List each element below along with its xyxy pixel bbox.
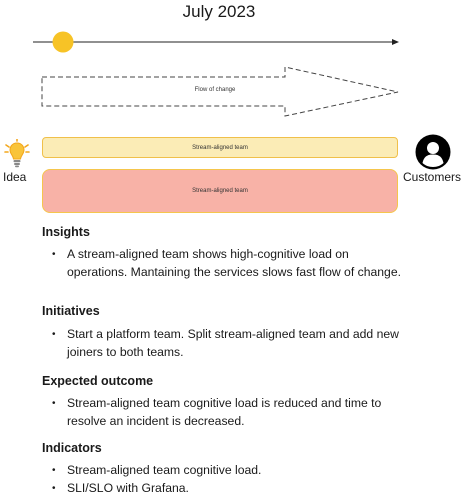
list-item: • A stream-aligned team shows high-cognitive load on operations. Mantaining the services slows fast flow of change. (52, 246, 412, 281)
list-item: • Stream-aligned team cognitive load. (52, 462, 412, 480)
section-title-indicators: Indicators (42, 441, 102, 455)
timeline-arrowhead (392, 39, 399, 45)
timeline-graphic (0, 0, 464, 130)
timeline-title: July 2023 (182, 2, 256, 21)
expected-outcome-list (52, 395, 412, 430)
timeline-marker[interactable] (53, 32, 74, 53)
section-title-insights: Insights (42, 225, 90, 239)
flow-of-change-label: Flow of change (194, 87, 236, 93)
list-item: • Start a platform team. Split stream-aligned team and add new joiners to both teams. (52, 326, 412, 361)
section-title-expected-outcome: Expected outcome (42, 374, 154, 388)
insights-list (52, 246, 412, 281)
indicators-list (52, 462, 412, 497)
initiatives-list (52, 326, 412, 361)
customers-label: Customers (403, 170, 462, 184)
list-item: • Stream-aligned team cognitive load is reduced and time to resolve an incident is decreased. (52, 395, 412, 430)
lightbulb-icon (4, 139, 30, 169)
list-item: • SLI/SLO with Grafana. (52, 480, 412, 497)
person-icon (415, 134, 451, 170)
section-title-initiatives: Initiatives (42, 304, 100, 318)
stream-aligned-team-large[interactable]: Stream-aligned team (42, 169, 398, 213)
idea-label: Idea (3, 170, 27, 184)
stream-aligned-team-small[interactable]: Stream-aligned team (42, 137, 398, 158)
